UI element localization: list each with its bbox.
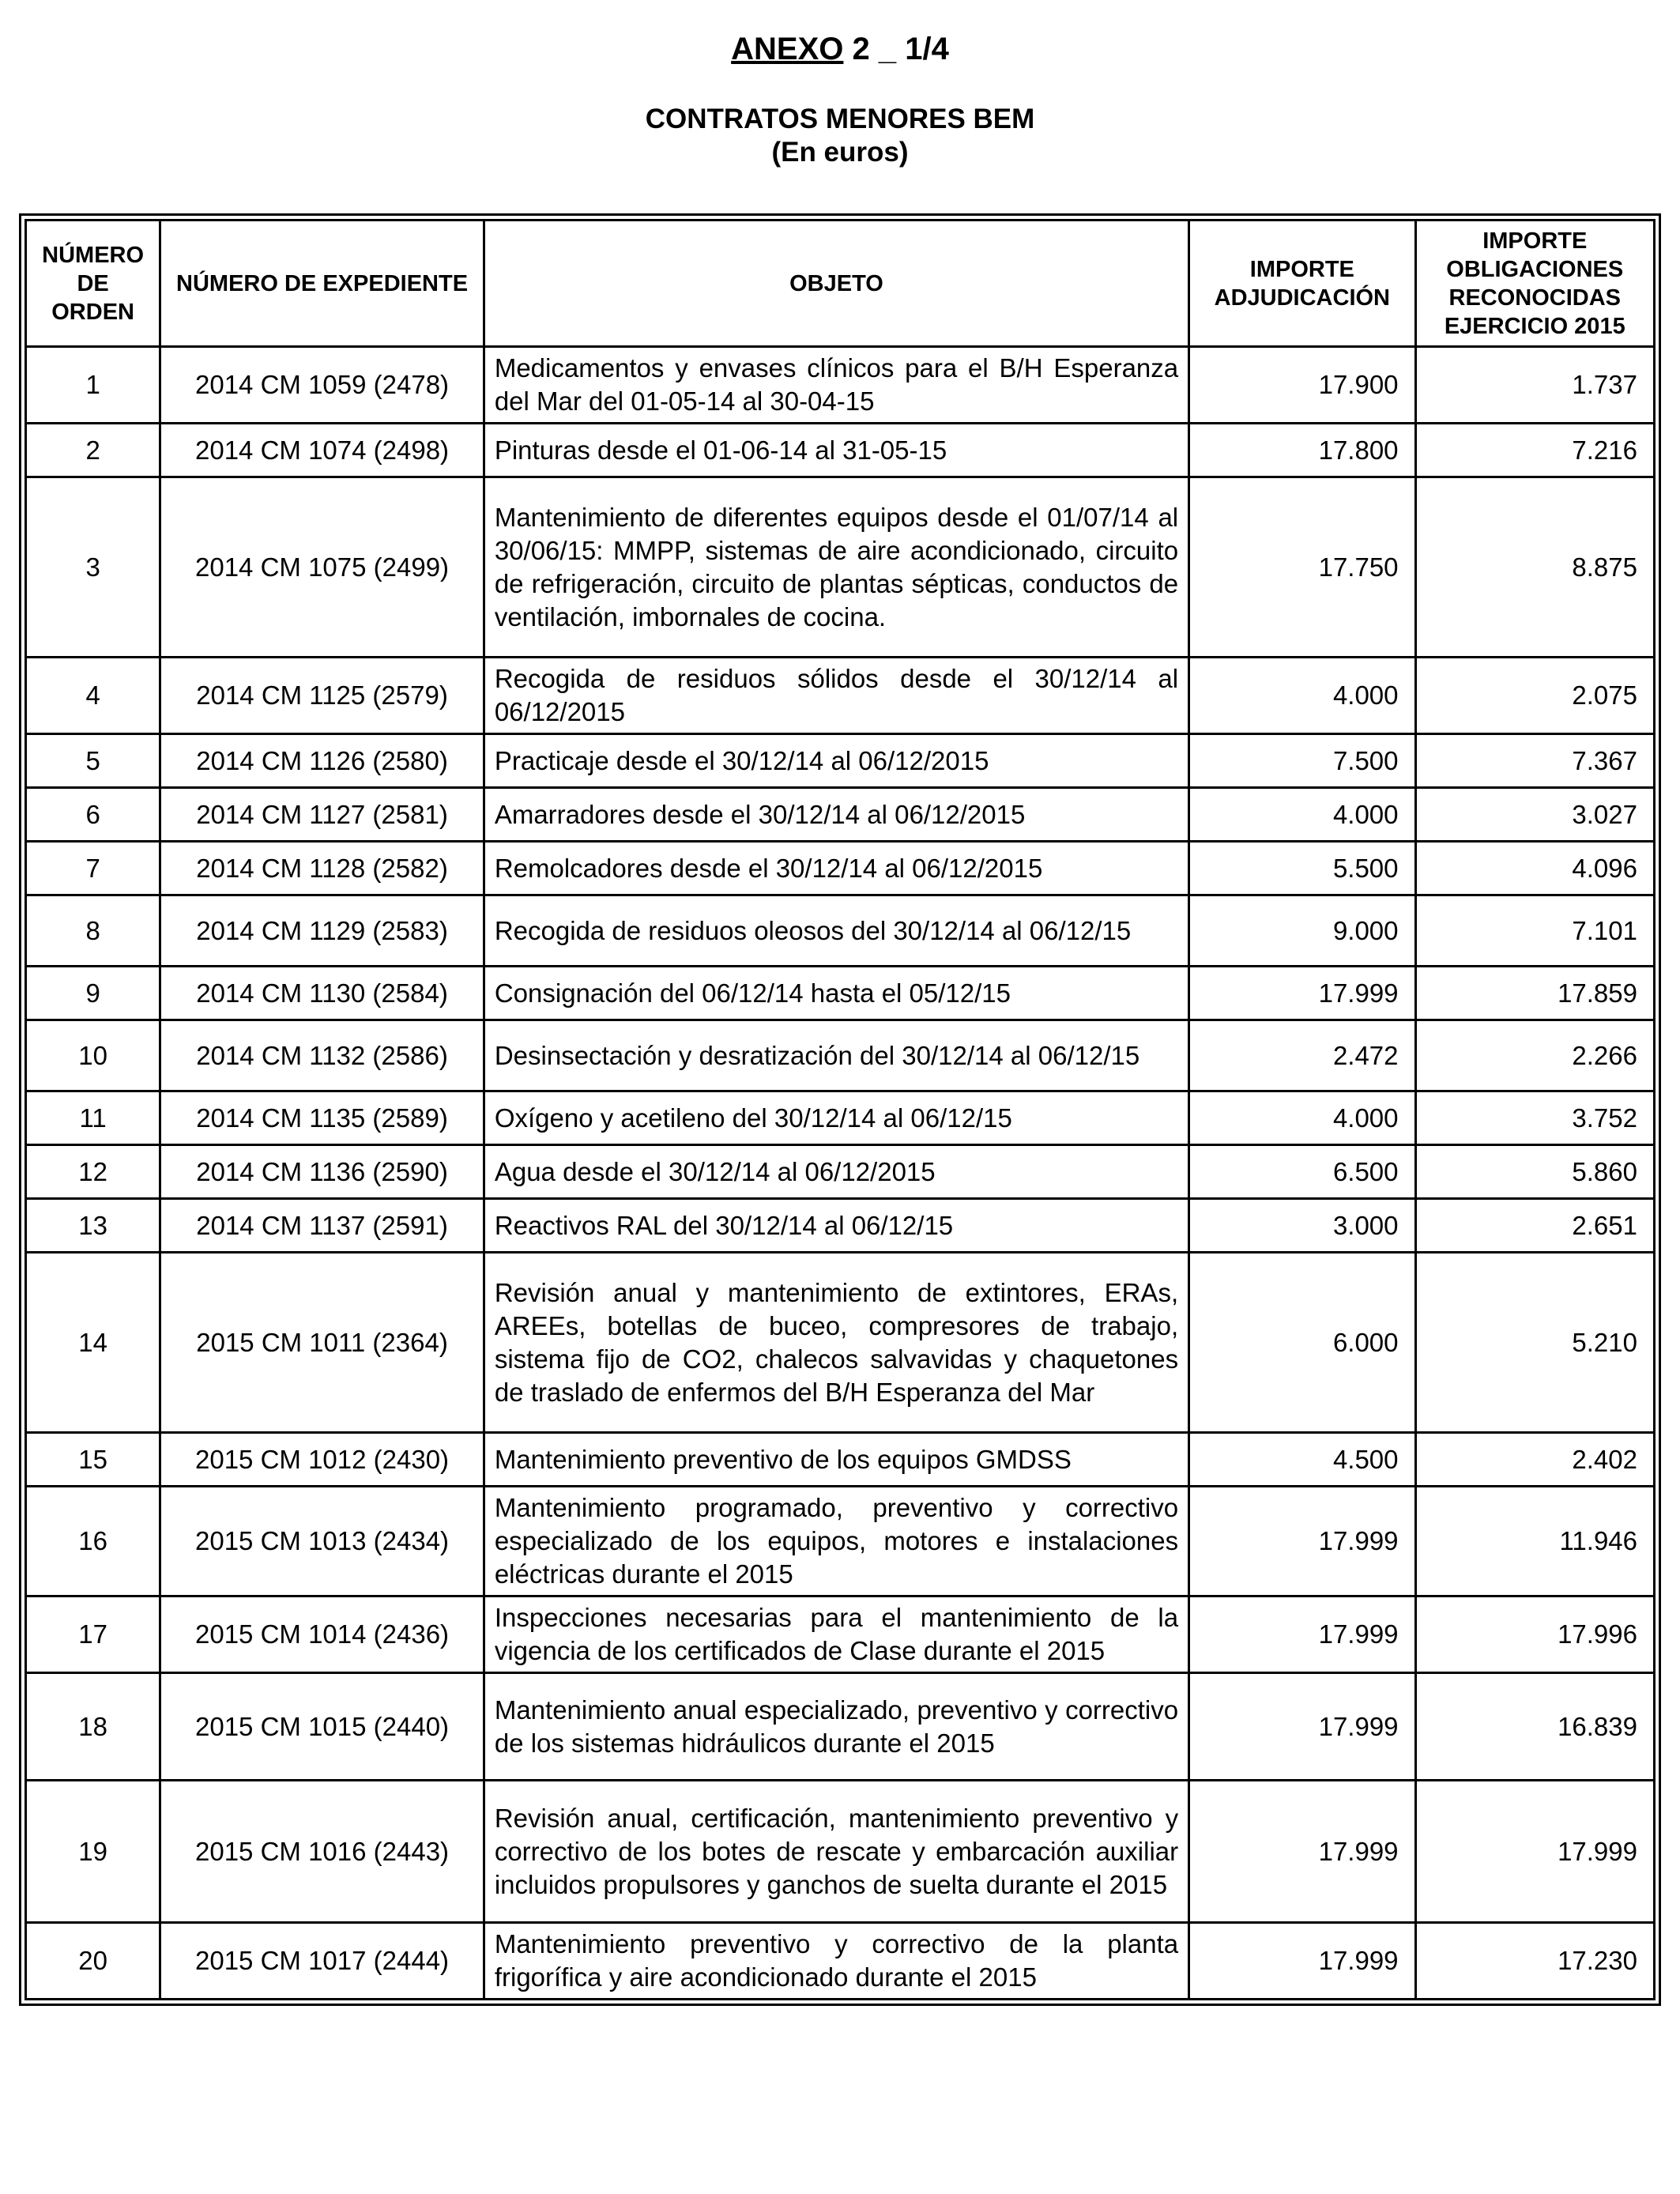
- cell-obligaciones: 5.860: [1415, 1145, 1654, 1199]
- table-row: [26, 1923, 1655, 2000]
- header-objeto: OBJETO: [484, 221, 1188, 347]
- cell-objeto: Mantenimiento de diferentes equipos desde el 01/07/14 al 30/06/15: MMPP, sistemas de aire acondicionado, circuito de refrigeración, circuito de plantas sépticas, conductos de ventilación, imbornales de cocina.: [484, 477, 1188, 658]
- table-row: [26, 477, 1655, 658]
- cell-expediente: 2014 CM 1075 (2499): [160, 477, 484, 658]
- cell-adjudicacion: 3.000: [1189, 1199, 1415, 1253]
- cell-obligaciones: 3.027: [1415, 788, 1654, 842]
- table-row: [26, 1781, 1655, 1923]
- cell-orden: 18: [26, 1673, 160, 1781]
- table-body: [26, 347, 1655, 2000]
- cell-objeto: Medicamentos y envases clínicos para el B/H Esperanza del Mar del 01-05-14 al 30-04-15: [484, 347, 1188, 424]
- cell-expediente: 2014 CM 1074 (2498): [160, 424, 484, 477]
- cell-obligaciones: 8.875: [1415, 477, 1654, 658]
- table-row: [26, 1433, 1655, 1487]
- cell-adjudicacion: 17.999: [1189, 1673, 1415, 1781]
- cell-expediente: 2014 CM 1130 (2584): [160, 967, 484, 1020]
- cell-adjudicacion: 5.500: [1189, 842, 1415, 895]
- cell-obligaciones: 3.752: [1415, 1091, 1654, 1145]
- header-orden: NÚMERO DE ORDEN: [26, 221, 160, 347]
- cell-adjudicacion: 7.500: [1189, 734, 1415, 788]
- table-row: [26, 1487, 1655, 1596]
- cell-adjudicacion: 6.000: [1189, 1253, 1415, 1433]
- cell-expediente: 2014 CM 1132 (2586): [160, 1020, 484, 1091]
- cell-objeto: Practicaje desde el 30/12/14 al 06/12/2015: [484, 734, 1188, 788]
- cell-adjudicacion: 6.500: [1189, 1145, 1415, 1199]
- cell-orden: 11: [26, 1091, 160, 1145]
- table-row: [26, 842, 1655, 895]
- cell-expediente: 2014 CM 1129 (2583): [160, 895, 484, 967]
- cell-objeto: Consignación del 06/12/14 hasta el 05/12/15: [484, 967, 1188, 1020]
- cell-orden: 19: [26, 1781, 160, 1923]
- cell-orden: 17: [26, 1596, 160, 1673]
- table-row: [26, 347, 1655, 424]
- cell-orden: 1: [26, 347, 160, 424]
- cell-orden: 14: [26, 1253, 160, 1433]
- cell-objeto: Revisión anual y mantenimiento de extintores, ERAs, AREEs, botellas de buceo, compresores de trabajo, sistema fijo de CO2, chalecos salvavidas y chaquetones de traslado de enfermos del B/H Esperanza del Mar: [484, 1253, 1188, 1433]
- cell-expediente: 2015 CM 1011 (2364): [160, 1253, 484, 1433]
- header-expediente: NÚMERO DE EXPEDIENTE: [160, 221, 484, 347]
- cell-expediente: 2014 CM 1136 (2590): [160, 1145, 484, 1199]
- cell-objeto: Reactivos RAL del 30/12/14 al 06/12/15: [484, 1199, 1188, 1253]
- cell-obligaciones: 2.266: [1415, 1020, 1654, 1091]
- cell-orden: 12: [26, 1145, 160, 1199]
- cell-obligaciones: 2.075: [1415, 658, 1654, 734]
- cell-expediente: 2015 CM 1013 (2434): [160, 1487, 484, 1596]
- cell-obligaciones: 17.859: [1415, 967, 1654, 1020]
- cell-expediente: 2014 CM 1059 (2478): [160, 347, 484, 424]
- title-annex: ANEXO: [731, 32, 844, 66]
- cell-orden: 15: [26, 1433, 160, 1487]
- cell-adjudicacion: 2.472: [1189, 1020, 1415, 1091]
- cell-orden: 10: [26, 1020, 160, 1091]
- cell-adjudicacion: 17.999: [1189, 1923, 1415, 2000]
- table-row: [26, 1145, 1655, 1199]
- cell-objeto: Oxígeno y acetileno del 30/12/14 al 06/12/15: [484, 1091, 1188, 1145]
- cell-expediente: 2014 CM 1126 (2580): [160, 734, 484, 788]
- cell-objeto: Recogida de residuos sólidos desde el 30/12/14 al 06/12/2015: [484, 658, 1188, 734]
- cell-obligaciones: 17.999: [1415, 1781, 1654, 1923]
- cell-adjudicacion: 17.800: [1189, 424, 1415, 477]
- table-row: [26, 1253, 1655, 1433]
- cell-adjudicacion: 4.000: [1189, 658, 1415, 734]
- table-row: [26, 424, 1655, 477]
- cell-objeto: Remolcadores desde el 30/12/14 al 06/12/2015: [484, 842, 1188, 895]
- cell-expediente: 2014 CM 1128 (2582): [160, 842, 484, 895]
- contracts-table: [24, 219, 1656, 2000]
- cell-orden: 8: [26, 895, 160, 967]
- cell-adjudicacion: 4.000: [1189, 788, 1415, 842]
- contracts-table-frame: [19, 213, 1661, 2006]
- cell-expediente: 2014 CM 1137 (2591): [160, 1199, 484, 1253]
- cell-objeto: Mantenimiento preventivo y correctivo de la planta frigorífica y aire acondicionado durante el 2015: [484, 1923, 1188, 2000]
- cell-orden: 13: [26, 1199, 160, 1253]
- table-row: [26, 1199, 1655, 1253]
- cell-orden: 3: [26, 477, 160, 658]
- cell-obligaciones: 17.230: [1415, 1923, 1654, 2000]
- table-row: [26, 1673, 1655, 1781]
- cell-orden: 4: [26, 658, 160, 734]
- cell-adjudicacion: 4.500: [1189, 1433, 1415, 1487]
- cell-expediente: 2015 CM 1014 (2436): [160, 1596, 484, 1673]
- cell-orden: 6: [26, 788, 160, 842]
- cell-expediente: 2015 CM 1017 (2444): [160, 1923, 484, 2000]
- table-row: [26, 967, 1655, 1020]
- cell-obligaciones: 2.651: [1415, 1199, 1654, 1253]
- cell-objeto: Desinsectación y desratización del 30/12/14 al 06/12/15: [484, 1020, 1188, 1091]
- cell-obligaciones: 7.216: [1415, 424, 1654, 477]
- cell-adjudicacion: 17.900: [1189, 347, 1415, 424]
- cell-objeto: Pinturas desde el 01-06-14 al 31-05-15: [484, 424, 1188, 477]
- subtitle-main: CONTRATOS MENORES BEM: [645, 104, 1035, 134]
- table-row: [26, 1596, 1655, 1673]
- cell-obligaciones: 4.096: [1415, 842, 1654, 895]
- cell-objeto: Mantenimiento anual especializado, preventivo y correctivo de los sistemas hidráulicos durante el 2015: [484, 1673, 1188, 1781]
- cell-objeto: Mantenimiento preventivo de los equipos GMDSS: [484, 1433, 1188, 1487]
- cell-expediente: 2015 CM 1012 (2430): [160, 1433, 484, 1487]
- cell-orden: 9: [26, 967, 160, 1020]
- header-adjudicacion: IMPORTE ADJUDICACIÓN: [1189, 221, 1415, 347]
- cell-obligaciones: 7.367: [1415, 734, 1654, 788]
- cell-objeto: Inspecciones necesarias para el mantenimiento de la vigencia de los certificados de Clase durante el 2015: [484, 1596, 1188, 1673]
- cell-orden: 5: [26, 734, 160, 788]
- cell-obligaciones: 2.402: [1415, 1433, 1654, 1487]
- cell-adjudicacion: 17.999: [1189, 1596, 1415, 1673]
- cell-expediente: 2014 CM 1125 (2579): [160, 658, 484, 734]
- cell-objeto: Amarradores desde el 30/12/14 al 06/12/2015: [484, 788, 1188, 842]
- page-subtitle: [0, 103, 1680, 169]
- cell-obligaciones: 11.946: [1415, 1487, 1654, 1596]
- cell-obligaciones: 1.737: [1415, 347, 1654, 424]
- subtitle-currency: (En euros): [771, 137, 909, 168]
- cell-expediente: 2015 CM 1015 (2440): [160, 1673, 484, 1781]
- cell-adjudicacion: 17.750: [1189, 477, 1415, 658]
- cell-objeto: Revisión anual, certificación, mantenimiento preventivo y correctivo de los botes de rescate y embarcación auxiliar incluidos propulsores y ganchos de suelta durante el 2015: [484, 1781, 1188, 1923]
- cell-expediente: 2014 CM 1135 (2589): [160, 1091, 484, 1145]
- cell-adjudicacion: 17.999: [1189, 1781, 1415, 1923]
- cell-adjudicacion: 4.000: [1189, 1091, 1415, 1145]
- table-header-row: [26, 221, 1655, 347]
- page-title: [0, 25, 1680, 73]
- title-page-number: 2 _ 1/4: [852, 32, 949, 66]
- cell-obligaciones: 7.101: [1415, 895, 1654, 967]
- table-row: [26, 895, 1655, 967]
- table-row: [26, 1020, 1655, 1091]
- cell-adjudicacion: 17.999: [1189, 1487, 1415, 1596]
- table-row: [26, 658, 1655, 734]
- cell-orden: 2: [26, 424, 160, 477]
- cell-obligaciones: 17.996: [1415, 1596, 1654, 1673]
- cell-obligaciones: 16.839: [1415, 1673, 1654, 1781]
- cell-objeto: Recogida de residuos oleosos del 30/12/14 al 06/12/15: [484, 895, 1188, 967]
- header-obligaciones: IMPORTE OBLIGACIONES RECONOCIDAS EJERCICIO 2015: [1415, 221, 1654, 347]
- cell-objeto: Mantenimiento programado, preventivo y correctivo especializado de los equipos, motores e instalaciones eléctricas durante el 2015: [484, 1487, 1188, 1596]
- cell-objeto: Agua desde el 30/12/14 al 06/12/2015: [484, 1145, 1188, 1199]
- table-row: [26, 1091, 1655, 1145]
- cell-orden: 20: [26, 1923, 160, 2000]
- cell-adjudicacion: 17.999: [1189, 967, 1415, 1020]
- cell-expediente: 2015 CM 1016 (2443): [160, 1781, 484, 1923]
- cell-orden: 16: [26, 1487, 160, 1596]
- cell-orden: 7: [26, 842, 160, 895]
- cell-adjudicacion: 9.000: [1189, 895, 1415, 967]
- cell-expediente: 2014 CM 1127 (2581): [160, 788, 484, 842]
- cell-obligaciones: 5.210: [1415, 1253, 1654, 1433]
- table-row: [26, 734, 1655, 788]
- table-row: [26, 788, 1655, 842]
